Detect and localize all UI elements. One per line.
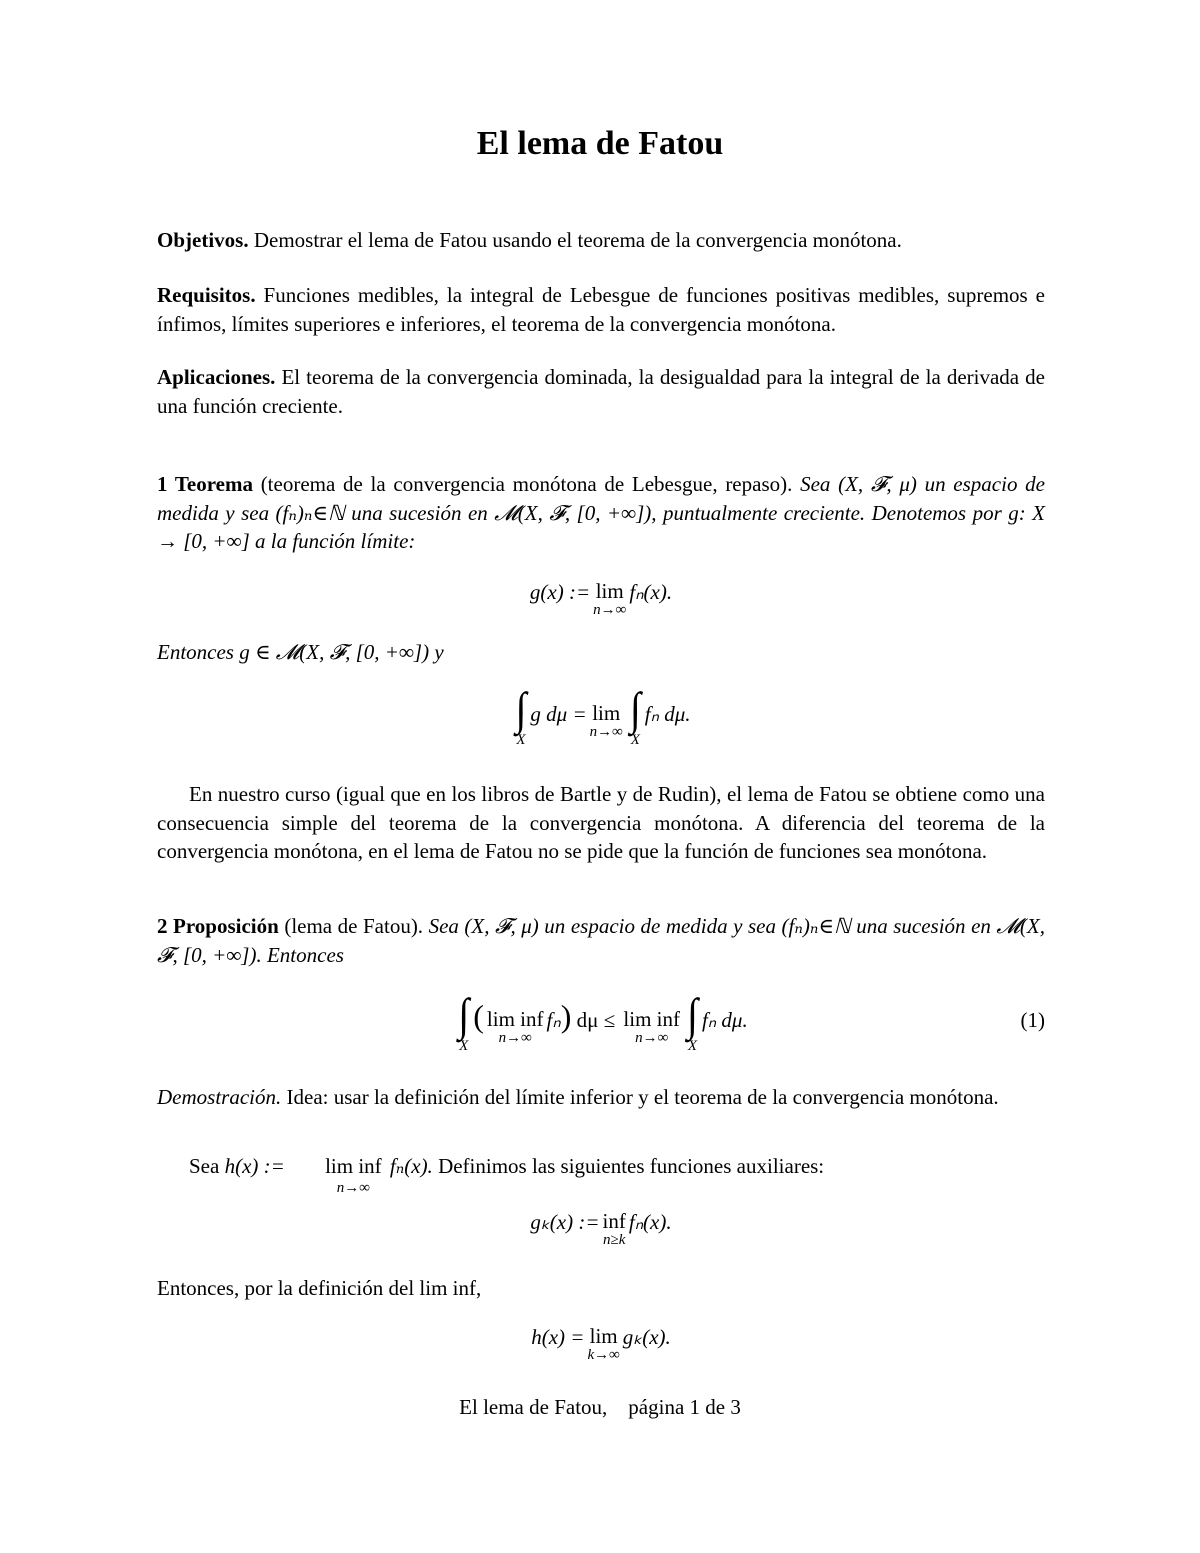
- equation-h-limit: h(x) = lim k→∞ gₖ(x).: [531, 1324, 671, 1363]
- proof-paragraph: [157, 1083, 1045, 1112]
- equation-fatou: ∫ X ( lim inf n→∞ fₙ ) dμ ≤ lim inf n→∞ ∫ X fₙ dμ. (1): [458, 988, 1045, 1054]
- proposition-label: 2 Proposición: [157, 914, 279, 938]
- objetivos-text: Demostrar el lema de Fatou usando el teorema de la convergencia monótona.: [248, 228, 902, 252]
- equation-integral-limit: ∫ X g dμ = lim n→∞ ∫ X fₙ dμ.: [515, 682, 691, 748]
- integral-sign: ∫ X: [458, 988, 470, 1054]
- theorem-entonces: Entonces g ∈ 𝓜(X, 𝓕, [0, +∞]) y: [157, 640, 444, 664]
- proof-label: Demostración.: [157, 1085, 282, 1109]
- integral-sign: ∫ X: [515, 682, 527, 748]
- discussion-paragraph: En nuestro curso (igual que en los libros de Bartle y de Rudin), el lema de Fatou se obtiene como una consecuencia simple del teorema de la convergencia monótona. A diferencia del teorema de la convergencia monótona, en el lema de Fatou no se pide que la función de funciones sea monótona.: [157, 782, 1045, 863]
- theorem-paren: (teorema de la convergencia monótona de Lebesgue, repaso).: [252, 472, 793, 496]
- objetivos-label: Objetivos.: [157, 228, 249, 252]
- requisitos-paragraph: [157, 281, 1045, 338]
- equation-g-limit: g(x) := lim n→∞ fₙ(x).: [529, 579, 673, 618]
- proof-text: Idea: usar la definición del límite inferior y el teorema de la convergencia monótona.: [281, 1085, 999, 1109]
- proof-sea-line: Sea h(x) := lim inf n→∞ fₙ(x). Definimos las siguientes funciones auxiliares:: [189, 1154, 825, 1196]
- theorem-1: [157, 470, 1045, 556]
- equation-number: (1): [1020, 1008, 1045, 1032]
- page-title: El lema de Fatou: [476, 125, 724, 162]
- requisitos-label: Requisitos.: [157, 283, 256, 307]
- objetivos-paragraph: [157, 226, 1045, 255]
- integral-sign: ∫ X: [687, 988, 698, 1054]
- proof-entonces: Entonces, por la definición del lim inf,: [157, 1276, 482, 1300]
- proposition-paren: (lema de Fatou).: [278, 914, 424, 938]
- aplicaciones-paragraph: [157, 363, 1045, 420]
- requisitos-text: Funciones medibles, la integral de Lebesgue de funciones positivas medibles, supremos e ínfimos, límites superiores e inferiores, el teorema de la convergencia monótona.: [157, 283, 1045, 336]
- equation-gk: gₖ(x) := inf n≥k fₙ(x).: [530, 1209, 672, 1248]
- proposition-2: [157, 912, 1045, 969]
- proposition-statement: Sea (X, 𝓕, μ) un espacio de medida y sea (fₙ)ₙ∈ℕ una sucesión en 𝓜(X, 𝓕, [0, +∞]). Entonces: [157, 914, 1045, 967]
- theorem-label: 1 Teorema: [157, 472, 253, 496]
- aplicaciones-label: Aplicaciones.: [157, 365, 276, 389]
- page-footer: El lema de Fatou, página 1 de 3: [459, 1395, 741, 1419]
- theorem-statement: Sea (X, 𝓕, μ) un espacio de medida y sea (fₙ)ₙ∈ℕ una sucesión en 𝓜(X, 𝓕, [0, +∞]), puntualmente creciente. Denotemos por g: X → [0, +∞] a la función límite:: [157, 472, 1045, 553]
- integral-sign: ∫ X: [629, 682, 641, 748]
- aplicaciones-text: El teorema de la convergencia dominada, la desigualdad para la integral de la derivada de una función creciente.: [157, 365, 1045, 418]
